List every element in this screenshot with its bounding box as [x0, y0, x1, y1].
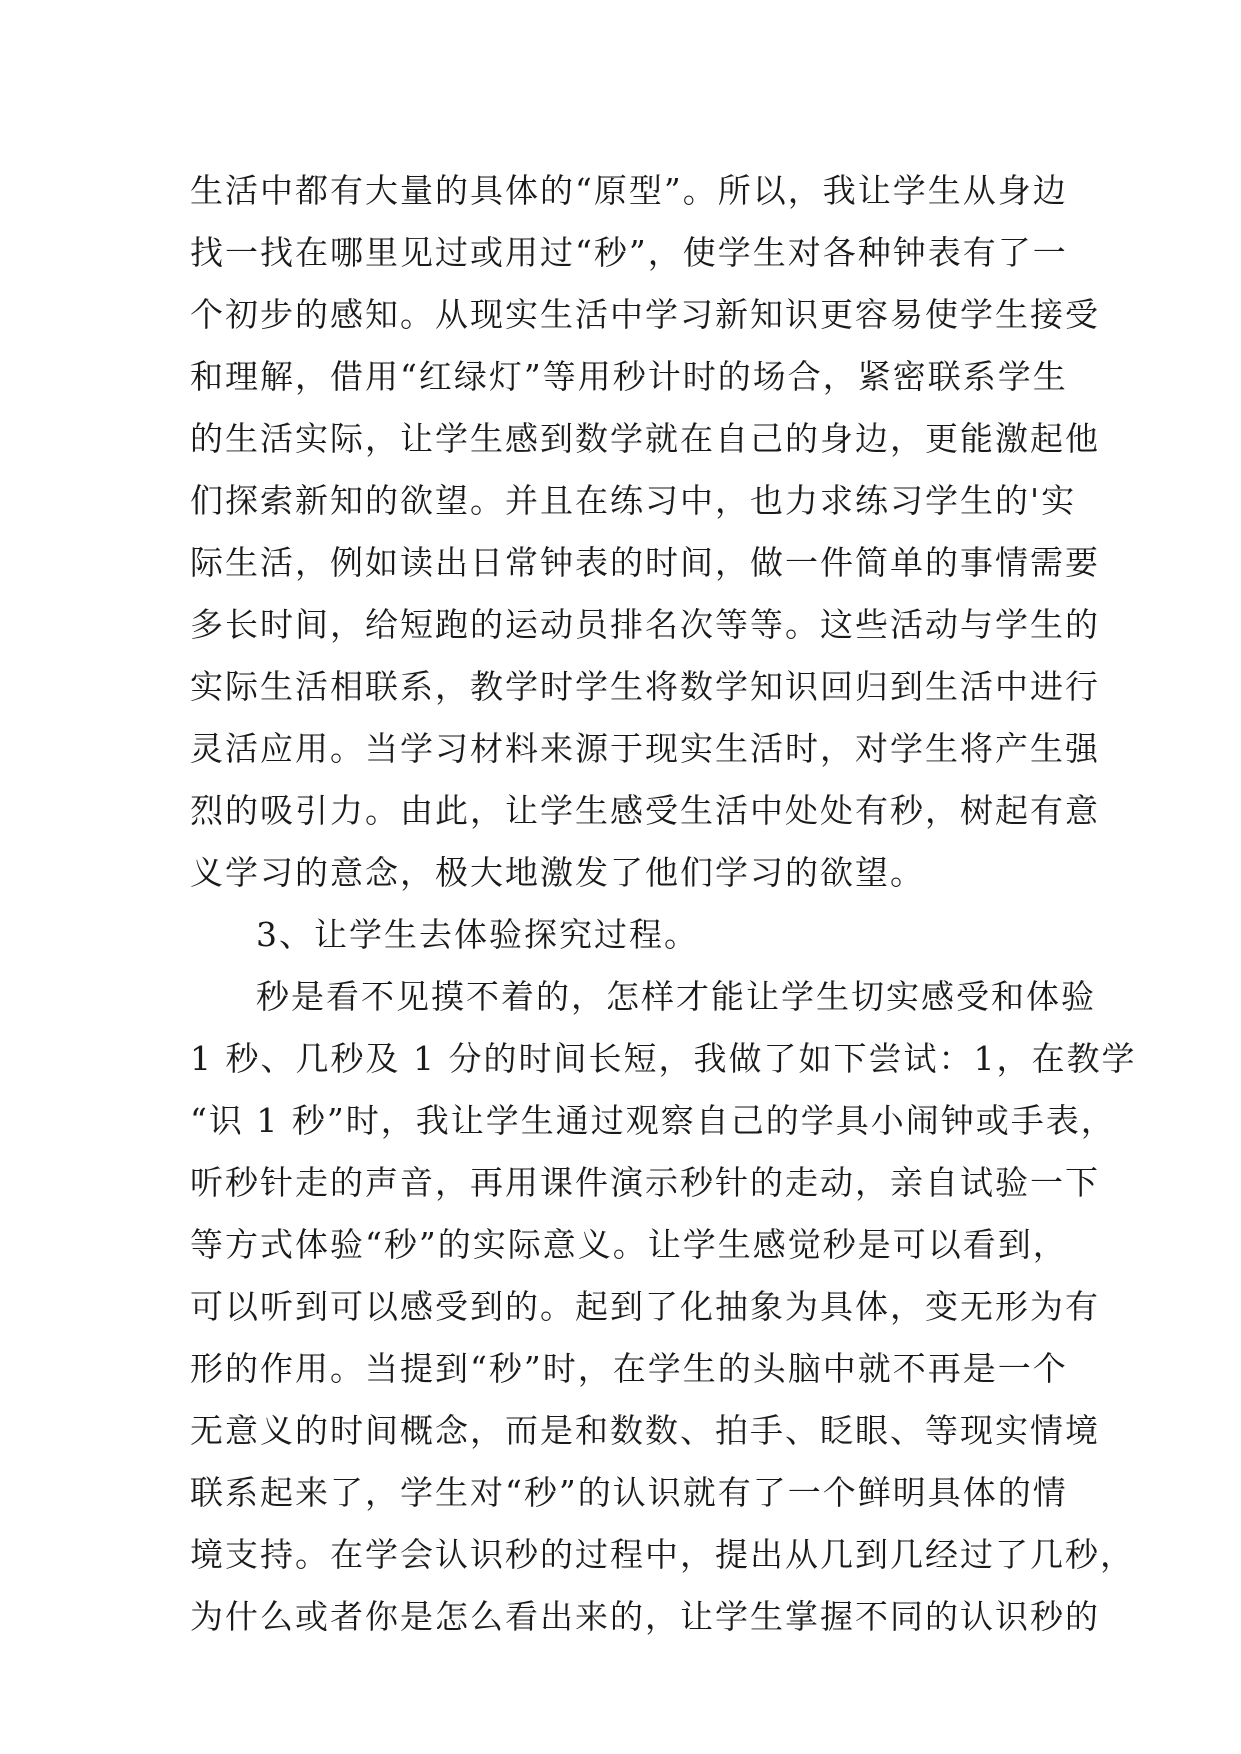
text-line: 听秒针走的声音，再用课件演示秒针的走动，亲自试验一下 — [190, 1163, 1100, 1202]
text-line: “识 1 秒”时，我让学生通过观察自己的学具小闹钟或手表， — [190, 1101, 1116, 1140]
text-line: 秒是看不见摸不着的，怎样才能让学生切实感受和体验 — [256, 977, 1096, 1016]
text-line: 个初步的感知。从现实生活中学习新知识更容易使学生接受 — [190, 295, 1100, 334]
text-line: 境支持。在学会认识秒的过程中，提出从几到几经过了几秒， — [190, 1535, 1135, 1574]
text-line: 的生活实际，让学生感到数学就在自己的身边，更能激起他 — [190, 419, 1100, 458]
text-line: 际生活，例如读出日常钟表的时间，做一件简单的事情需要 — [190, 543, 1100, 582]
text-line: 多长时间，给短跑的运动员排名次等等。这些活动与学生的 — [190, 605, 1100, 644]
text-line: 实际生活相联系，教学时学生将数学知识回归到生活中进行 — [190, 667, 1100, 706]
text-line: 们探索新知的欲望。并且在练习中，也力求练习学生的'实 — [190, 481, 1077, 520]
text-line: 找一找在哪里见过或用过“秒”，使学生对各种钟表有了一 — [190, 233, 1068, 272]
text-line: 生活中都有大量的具体的“原型”。所以，我让学生从身边 — [190, 171, 1068, 210]
text-line: 义学习的意念，极大地激发了他们学习的欲望。 — [190, 853, 925, 892]
text-line: 等方式体验“秒”的实际意义。让学生感觉秒是可以看到， — [190, 1225, 1068, 1264]
text-line: 1 秒、几秒及 1 分的时间长短，我做了如下尝试：1，在教学 — [190, 1039, 1137, 1078]
text-line: 无意义的时间概念，而是和数数、拍手、眨眼、等现实情境 — [190, 1411, 1100, 1450]
text-line: 烈的吸引力。由此，让学生感受生活中处处有秒，树起有意 — [190, 791, 1100, 830]
text-line: 为什么或者你是怎么看出来的，让学生掌握不同的认识秒的 — [190, 1597, 1100, 1636]
text-line: 联系起来了，学生对“秒”的认识就有了一个鲜明具体的情 — [190, 1473, 1068, 1512]
text-line: 和理解，借用“红绿灯”等用秒计时的场合，紧密联系学生 — [190, 357, 1068, 396]
text-line: 形的作用。当提到“秒”时，在学生的头脑中就不再是一个 — [190, 1349, 1068, 1388]
document-body — [190, 160, 1137, 1648]
text-line: 灵活应用。当学习材料来源于现实生活时，对学生将产生强 — [190, 729, 1100, 768]
section-heading: 3、让学生去体验探究过程。 — [256, 915, 699, 954]
text-line: 可以听到可以感受到的。起到了化抽象为具体，变无形为有 — [190, 1287, 1100, 1326]
